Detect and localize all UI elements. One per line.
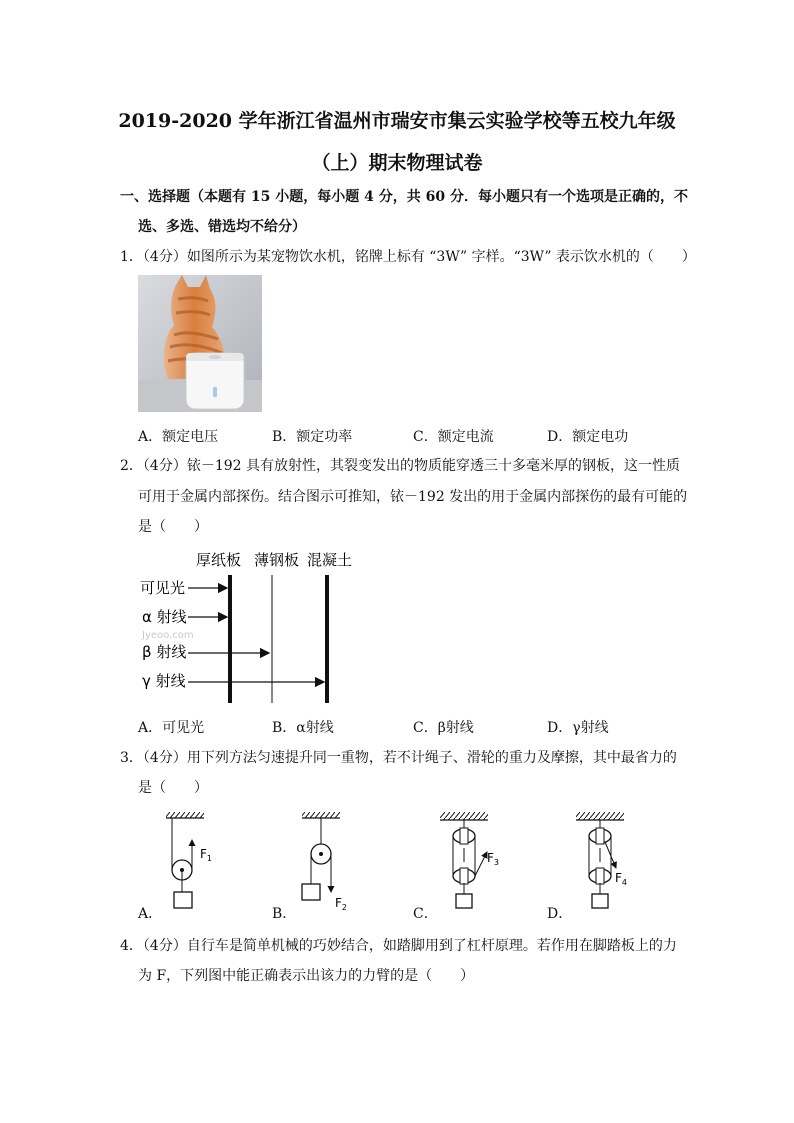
force-label-f2: $F_2$ — [335, 896, 347, 912]
question-text: （4分）如图所示为某宠物饮水机，铭牌上标有 “3W” 字样。“3W” 表示饮水机的（ ） — [142, 249, 696, 265]
q3-option-b: B． — [272, 906, 297, 922]
pulley-figures — [150, 812, 630, 917]
pet-water-dispenser-photo — [138, 275, 262, 412]
radiation-penetration-figure — [130, 545, 390, 705]
watermark: Jyeoo.com — [142, 630, 194, 641]
q1-option-a: A．额定电压 — [138, 429, 219, 445]
q2-option-a: A．可见光 — [138, 720, 205, 736]
ray-label-beta: β 射线 — [142, 643, 187, 661]
question-2-line2: 可用于金属内部探伤。结合图示可推知，铱－192 发出的用于金属内部探伤的最有可能的 — [138, 489, 688, 505]
q2-option-b: B．α射线 — [272, 720, 334, 736]
force-label-f4: $F_4$ — [615, 871, 627, 887]
exam-title-line2: （上）期末物理试卷 — [311, 152, 483, 174]
pulley-option-d — [576, 812, 627, 908]
plate-label-cardboard: 厚纸板 — [196, 551, 242, 569]
ray-label-gamma: γ 射线 — [142, 672, 186, 690]
question-text-line1: （4分）铱－192 具有放射性，其裂变发出的物质能穿透三十多毫米厚的钢板，这一性质 — [142, 458, 680, 474]
question-3 — [120, 749, 677, 767]
section-heading-line2: 选、多选、错选均不给分） — [138, 219, 306, 235]
force-label-f3: $F_3$ — [487, 851, 499, 867]
q2-option-c: C．β射线 — [413, 720, 474, 736]
question-4-line2: 为 F，下列图中能正确表示出该力的力臂的是（ ） — [138, 968, 475, 984]
question-2-line3: 是（ ） — [138, 519, 208, 535]
exam-title-line1: 2019-2020 学年浙江省温州市瑞安市集云实验学校等五校九年级 — [118, 110, 676, 132]
question-number: 2． — [120, 458, 143, 474]
question-2 — [120, 457, 680, 475]
question-1 — [120, 248, 696, 266]
question-number: 4． — [120, 938, 143, 954]
pulley-option-b — [302, 812, 347, 912]
q1-option-b: B．额定功率 — [272, 429, 353, 445]
question-4 — [120, 937, 677, 955]
plate-label-thin-steel: 薄钢板 — [254, 551, 300, 569]
pulley-option-c — [440, 812, 499, 908]
q1-option-d: D．额定电功 — [547, 429, 629, 445]
question-text-line1: （4分）自行车是简单机械的巧妙结合，如踏脚用到了杠杆原理。若作用在脚踏板上的力 — [142, 938, 677, 954]
q3-option-d: D． — [547, 906, 573, 922]
q3-option-c: C． — [413, 906, 438, 922]
section-heading-line1: 一、选择题（本题有 15 小题，每小题 4 分，共 60 分．每小题只有一个选项是正确的，不 — [120, 189, 688, 205]
q3-option-a: A． — [138, 906, 163, 922]
question-3-line2: 是（ ） — [138, 780, 208, 796]
question-text-line1: （4分）用下列方法匀速提升同一重物，若不计绳子、滑轮的重力及摩擦，其中最省力的 — [142, 750, 677, 766]
q2-option-d: D．γ射线 — [547, 720, 609, 736]
pulley-option-a — [166, 812, 212, 908]
question-number: 3． — [120, 750, 143, 766]
question-number: 1． — [120, 249, 143, 265]
plate-label-concrete: 混凝土 — [307, 551, 353, 569]
force-label-f1: $F_1$ — [200, 847, 212, 863]
ray-label-visible-light: 可见光 — [140, 579, 186, 597]
ray-label-alpha: α 射线 — [142, 608, 187, 626]
q1-option-c: C．额定电流 — [413, 429, 494, 445]
